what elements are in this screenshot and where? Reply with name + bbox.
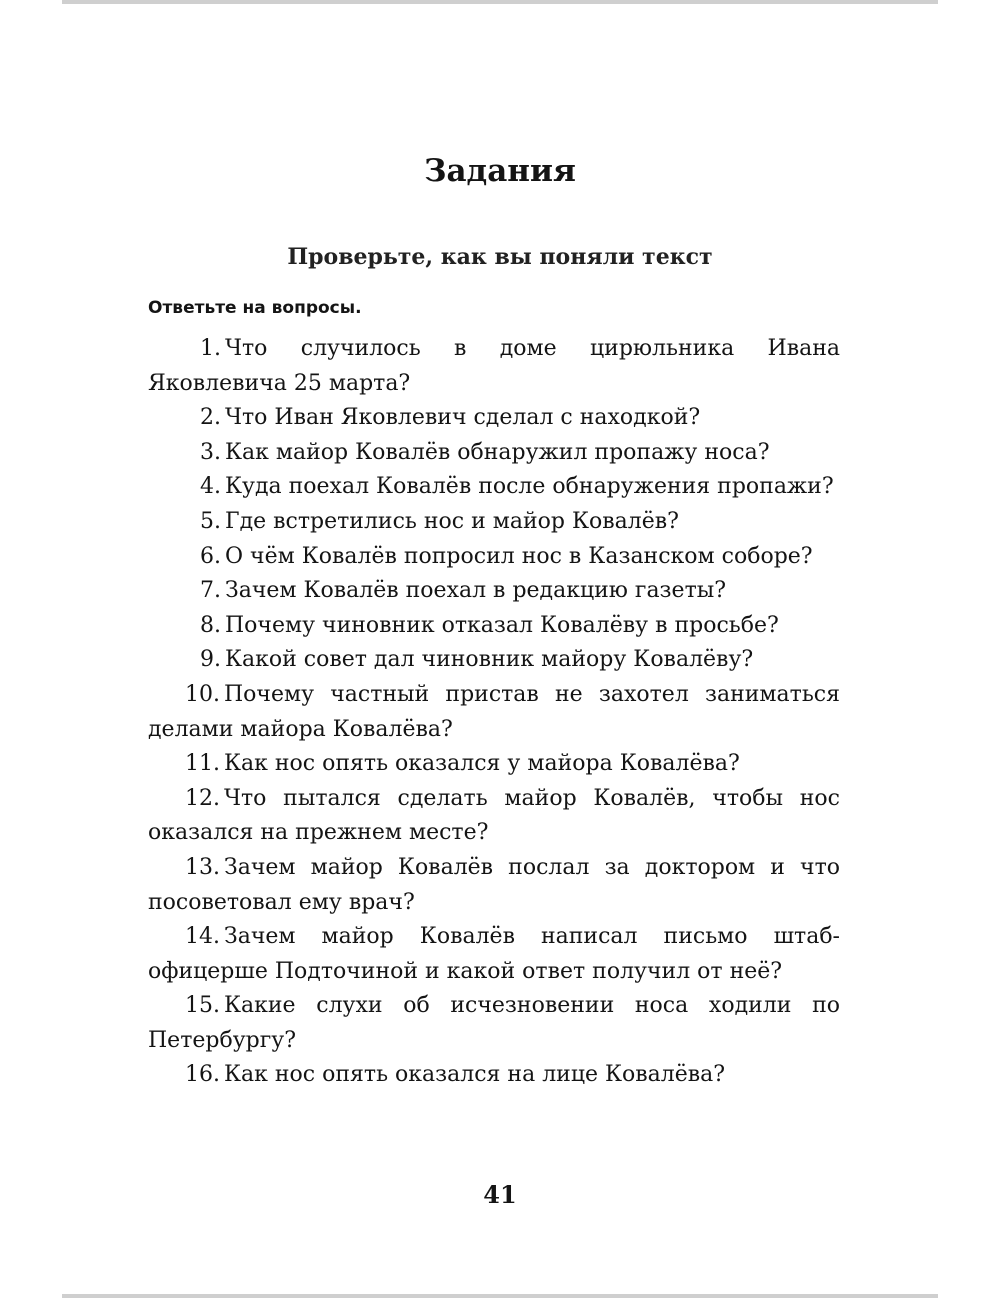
page-top-edge [62,0,938,4]
question-item [148,540,840,575]
question-number: 7. [200,578,221,604]
question-text: Какой совет дал чиновник майору Ковалёву? [225,647,754,673]
question-text: Почему частный пристав не захотел заниматься делами майора Ковалёва? [148,681,840,742]
question-text: Как майор Ковалёв обнаружил пропажу носа? [225,439,770,465]
question-number: 14. [185,924,220,950]
section-subtitle: Проверьте, как вы поняли текст [287,244,713,270]
question-text: Что случилось в доме цирюльника Ивана Яковлевича 25 марта? [148,336,840,396]
question-number: 11. [185,751,220,777]
question-number: 8. [200,612,221,638]
question-number: 16. [185,1062,220,1088]
question-number: 15. [185,993,220,1019]
question-text: Что пытался сделать майор Ковалёв, чтобы нос оказался на прежнем месте? [148,785,840,846]
question-number: 2. [200,405,221,431]
question-text: Как нос опять оказался у майора Ковалёва? [224,751,740,777]
instruction-text: Ответьте на вопросы. [148,298,362,318]
question-item [148,989,840,1058]
page-title: Задания [424,153,576,189]
question-item [148,574,840,609]
question-item [148,332,840,401]
question-text: Почему чиновник отказал Ковалёву в просьбе? [225,612,779,638]
question-text: Как нос опять оказался на лице Ковалёва? [224,1062,726,1088]
question-item [148,851,840,920]
question-item [148,470,840,505]
question-number: 3. [200,439,221,465]
question-text: Куда поехал Ковалёв после обнаружения пропажи? [225,474,834,500]
question-number: 13. [185,854,220,880]
question-item [148,747,840,782]
question-text: Какие слухи об исчезновении носа ходили по Петербургу? [148,993,840,1053]
question-text: О чём Ковалёв попросил нос в Казанском соборе? [225,543,813,569]
question-number: 6. [200,543,221,569]
question-text: Зачем майор Ковалёв написал письмо штаб-офицерше Подточиной и какой ответ получил от неё? [148,924,840,984]
question-number: 10. [185,681,220,707]
page-bottom-edge [62,1294,938,1298]
question-list [148,332,840,1093]
question-number: 1. [200,336,221,361]
question-number: 9. [200,647,221,673]
question-item [148,401,840,436]
question-item [148,678,840,747]
question-item [148,782,840,851]
question-item [148,643,840,678]
page-number: 41 [483,1180,517,1209]
question-number: 12. [185,785,220,811]
question-number: 4. [200,474,221,500]
question-item [148,920,840,989]
question-item [148,436,840,471]
question-item [148,1058,840,1093]
question-text: Что Иван Яковлевич сделал с находкой? [225,405,701,431]
question-text: Зачем майор Ковалёв послал за доктором и что посоветовал ему врач? [148,854,840,915]
question-text: Зачем Ковалёв поехал в редакцию газеты? [225,578,727,604]
question-item [148,609,840,644]
question-item [148,505,840,540]
question-text: Где встретились нос и майор Ковалёв? [225,508,679,534]
question-number: 5. [200,508,221,534]
